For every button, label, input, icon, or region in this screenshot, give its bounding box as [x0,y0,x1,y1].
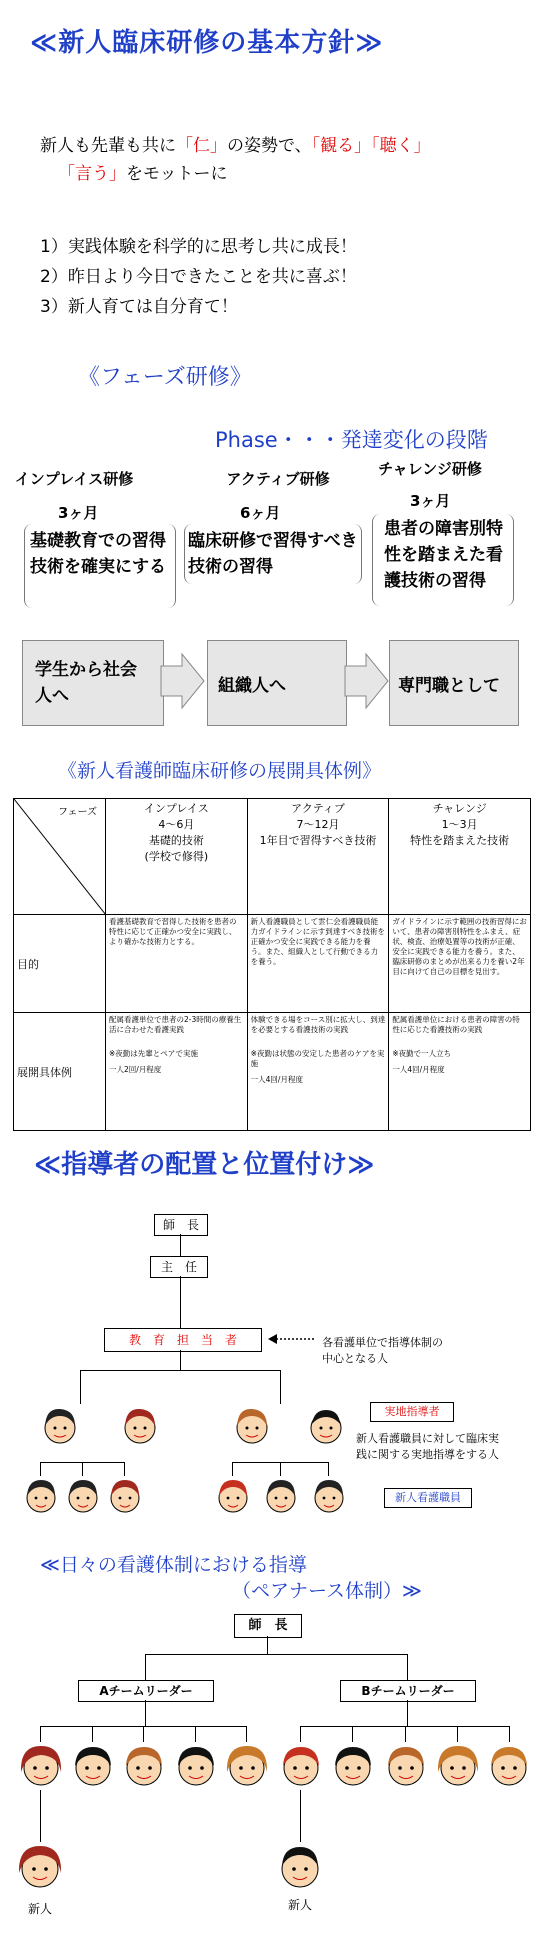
example-count: 一人4回/月程度 [392,1065,445,1074]
table-row [14,915,531,1013]
connector-line [232,1462,233,1476]
table-cell: 看護基礎教育で習得した技術を患者の特性に応じて正確かつ安全に実践し、より確かな技術力とする。 [106,915,248,1013]
connector-line [80,1370,280,1371]
connector-line [145,1654,146,1680]
connector-line [180,1350,181,1370]
connector-line [300,1726,301,1742]
phase-header [106,799,248,915]
pair-newbie-avatar [276,1842,324,1892]
connector-line [246,1726,247,1742]
table-cell [389,1013,531,1131]
motto-miru: 「観る」 [311,136,372,156]
corner-label: フェーズ [58,807,97,818]
phase-desc: 臨床研修で習得すべき技術の習得 [188,531,358,577]
connector-line [457,1726,458,1742]
connector-line [40,1790,41,1842]
newbie-avatar [22,1476,60,1516]
phase-header-period: 1～3月 [441,818,478,831]
table-cell: 新人看護職員として雲仁会看護職員能力ガイドラインに示す到達すべき技術を正確かつ安全に実践できる能力を養う。また、組織人として行動できる力を養う。 [247,915,389,1013]
phase-duration: 6ヶ月 [240,504,281,522]
row-label: 展開具体例 [14,1013,106,1131]
phase-header-period: 4～6月 [158,818,195,831]
phase-header-name: インプレイス [143,802,209,815]
phase-duration: 3ヶ月 [58,504,99,522]
connector-line [407,1654,408,1680]
team-avatar [278,1742,324,1790]
phase-header-goal: 特性を踏まえた技術 [410,834,510,847]
connector-line [300,1790,301,1842]
trainer-avatar [40,1404,80,1446]
motto-part: の姿勢で、 [227,136,312,156]
table-cell: ガイドラインに示す範囲の技術習得において、患者の障害別特性をふまえ、症状、検査、治療処置等の技術が正確、安全に実践できる能力を養う。また、臨床研修のまとめが出来る力を養い2年目に向けて自己の目標を見出す。 [389,915,531,1013]
connector-line [407,1700,408,1726]
team-avatar [18,1742,64,1790]
connector-line [180,1234,181,1256]
flow-arrow-icon [160,652,206,710]
connector-line [124,1462,125,1476]
phase-header [389,799,531,915]
phase-caption: Phase・・・発達変化の段階 [215,428,488,452]
pair-title: （ペアナース体制）≫ [232,1580,422,1602]
newbie-avatar [64,1476,102,1516]
example-text: 体験できる場をコース別に拡大し、到達を必要とする看護技術の実践 [250,1015,386,1034]
row-label: 目的 [14,915,106,1013]
phase-header [247,799,389,915]
connector-line [280,1370,281,1404]
team-avatar [121,1742,167,1790]
phase-duration: 3ヶ月 [410,492,451,510]
motto-part: 新人も先輩も共に [40,136,176,156]
example-note: ※夜勤で一人立ち [392,1049,452,1058]
flow-label: 組織人へ [218,676,286,696]
flow-arrow-icon [344,652,390,710]
arrow-left-icon [268,1332,316,1346]
motto-text [40,132,431,188]
team-avatar [435,1742,481,1790]
table-cell [247,1013,389,1131]
trainer-note: 新人看護職員に対して臨床実践に関する実地指導をする人 [356,1432,499,1461]
team-avatar [224,1742,270,1790]
principles-list [40,232,357,322]
team-avatar [383,1742,429,1790]
flow-box [207,640,347,726]
connector-line [82,1462,83,1476]
phase-name: インプレイス研修 [14,470,134,488]
newbie-avatar [214,1476,252,1516]
phase-name: チャレンジ研修 [378,460,482,478]
edu-box: 教 育 担 当 者 [104,1328,262,1352]
page-title: ≪新人臨床研修の基本方針≫ [30,28,384,58]
connector-line [267,1636,268,1654]
example-count: 一人2回/月程度 [109,1065,162,1074]
principle-item: 1）実践体験を科学的に思考し共に成長！ [40,237,357,257]
trainer-avatar [120,1404,160,1446]
team-avatar [70,1742,116,1790]
connector-line [195,1726,196,1742]
pair-title: ≪日々の看護体制における指導 [40,1554,307,1576]
connector-line [509,1726,510,1742]
pair-newbie-label: 新人 [28,1902,53,1916]
motto-part: をモットーに [126,164,228,184]
connector-line [328,1462,329,1476]
connector-line [40,1462,41,1476]
phase-name: アクティブ研修 [226,470,330,488]
connector-line [180,1276,181,1328]
team-avatar [330,1742,376,1790]
dev-title: 《新人看護師臨床研修の展開具体例》 [58,760,382,782]
flow-label: 専門職として [398,676,500,696]
pair-newbie-avatar [16,1842,64,1892]
phase-desc: 患者の障害別特性を踏まえた看護技術の習得 [384,519,503,591]
example-text: 配属看護単位で患者の2-3時間の療養生活に合わせた看護実践 [109,1015,242,1034]
chief-box: 師 長 [154,1214,208,1236]
connector-line [40,1726,41,1742]
example-note: ※夜勤は状態の安定した患者のケアを実施 [250,1049,385,1068]
connector-line [145,1654,407,1655]
org-title: ≪指導者の配置と位置付け≫ [34,1150,375,1180]
example-note: ※夜勤は先輩とペアで実施 [109,1049,199,1058]
table-row [14,1013,531,1131]
edu-note: 各看護単位で指導体制の中心となる人 [322,1336,443,1365]
table-corner [14,799,106,915]
motto-iu: 「言う」 [58,164,126,184]
team-a-box: Aチームリーダー [78,1680,214,1702]
principle-item: 2）昨日より今日できたことを共に喜ぶ！ [40,267,357,287]
connector-line [143,1726,144,1742]
table-cell [106,1013,248,1131]
deputy-box: 主 任 [150,1256,208,1278]
connector-line [352,1726,353,1742]
trainer-label: 実地指導者 [370,1402,454,1422]
team-b-box: Bチームリーダー [340,1680,476,1702]
table-row [14,799,531,915]
motto-jin: 「仁」 [176,136,227,156]
flow-box [389,640,519,726]
newbie-avatar [310,1476,348,1516]
newbie-avatar [106,1476,144,1516]
phase-header-name: アクティブ [291,802,345,815]
connector-line [405,1726,406,1742]
phase-header-goal: 基礎的技術 [148,834,204,847]
connector-line [92,1726,93,1742]
dev-table [13,798,531,1131]
newbie-label: 新人看護職員 [384,1488,472,1508]
principle-item: 3）新人育ては自分育て！ [40,297,238,317]
newbie-avatar [262,1476,300,1516]
trainer-avatar [306,1404,346,1446]
phase-desc: 基礎教育での習得技術を確実にする [30,531,166,577]
phase-header-goal: 1年目で習得すべき技術 [259,834,377,847]
trainer-avatar [232,1404,272,1446]
pair-newbie-label: 新人 [288,1898,313,1912]
example-text: 配属看護単位における患者の障害の特性に応じた看護技術の実践 [392,1015,520,1034]
phase-header-note: (学校で修得) [144,850,209,863]
connector-line [80,1370,81,1404]
motto-kiku: 「聴く」 [371,136,431,156]
pair-chief-box: 師 長 [234,1614,302,1638]
phase-title: 《フェーズ研修》 [78,365,252,390]
example-count: 一人4回/月程度 [250,1075,303,1084]
phase-header-period: 7～12月 [296,818,340,831]
team-avatar [173,1742,219,1790]
flow-label: 学生から社会人へ [35,660,137,706]
flow-box [22,640,164,726]
connector-line [280,1462,281,1476]
connector-line [145,1700,146,1726]
team-avatar [486,1742,532,1790]
phase-header-name: チャレンジ [432,802,487,815]
